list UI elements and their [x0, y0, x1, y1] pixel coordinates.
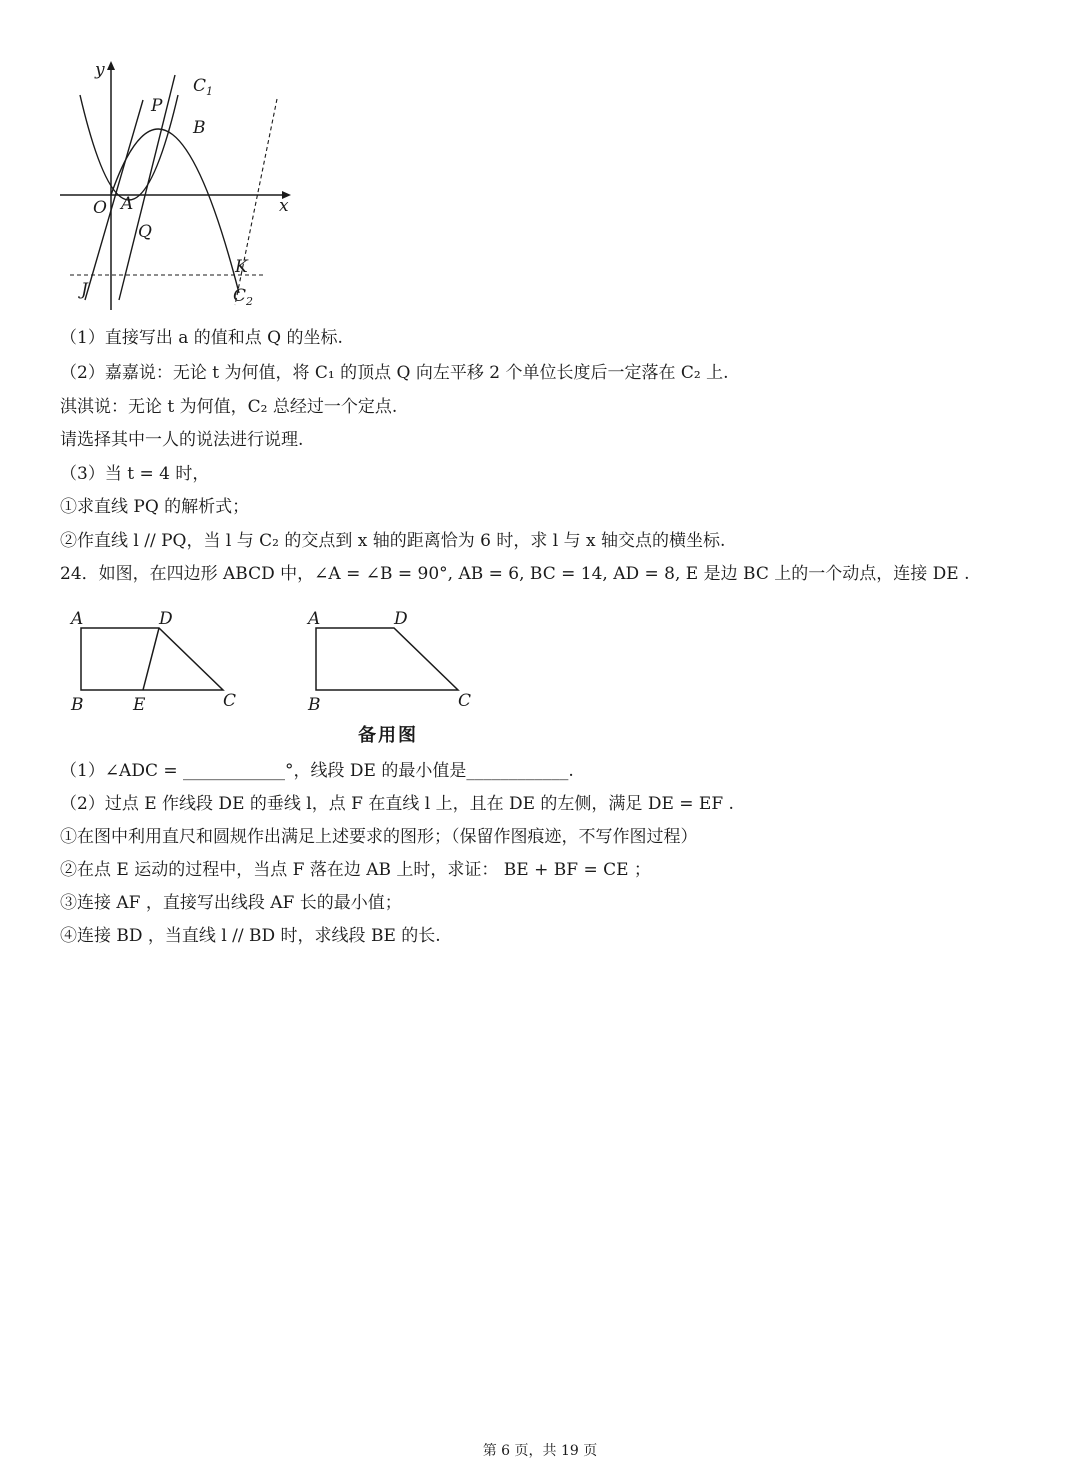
q24-part2-b: ②在点 E 运动的过程中，当点 F 落在边 AB 上时，求证： BE + BF = CE ； — [60, 860, 651, 880]
label-c1-letter: C — [193, 76, 207, 96]
label-j: J — [81, 280, 88, 300]
segment-de — [143, 628, 159, 690]
label-a: A — [121, 194, 134, 214]
y-axis-arrow-icon — [107, 61, 115, 70]
label-k: K — [235, 257, 248, 277]
label-q: Q — [138, 222, 152, 242]
q23-part3-a: ①求直线 PQ 的解析式； — [60, 497, 250, 517]
label-y: y — [95, 60, 105, 80]
label-c2-letter: C — [233, 286, 247, 306]
page-footer: 第 6 页，共 19 页 — [482, 1443, 598, 1459]
quad-figure-2 — [300, 600, 490, 720]
q24-part2-a: ①在图中利用直尺和圆规作出满足上述要求的图形；（保留作图痕迹，不写作图过程） — [60, 827, 698, 847]
fig2-label-a: A — [308, 609, 321, 629]
fig2-label-d: D — [394, 609, 408, 629]
fig1-label-c: C — [223, 691, 237, 711]
parabola-figure-svg — [55, 55, 315, 315]
q23-part2: （2）嘉嘉说：无论 t 为何值，将 C₁ 的顶点 Q 向左平移 2 个单位长度后一定落在 C₂ 上. — [60, 363, 729, 383]
label-x: x — [279, 196, 289, 216]
quad-figure-1 — [65, 600, 255, 720]
parabola-figure — [55, 55, 315, 315]
figure-2-caption: 备用图 — [358, 725, 418, 746]
q24-stem: 24．如图，在四边形 ABCD 中，∠A = ∠B = 90°, AB = 6, BC = 14, AD = 8, E 是边 BC 上的一个动点，连接 DE . — [60, 564, 970, 584]
fig1-label-b: B — [71, 695, 84, 715]
fig1-label-e: E — [133, 695, 146, 715]
quad-figure-2-svg — [300, 600, 490, 720]
line-c1 — [119, 75, 175, 300]
q24-part1: （1）∠ADC = ____________°，线段 DE 的最小值是____________. — [60, 761, 574, 781]
quad-figure-1-svg — [65, 600, 255, 720]
label-b: B — [193, 118, 206, 138]
fig2-label-b: B — [308, 695, 321, 715]
label-c2 — [233, 286, 253, 308]
q24-part2-c: ③连接 AF ，直接写出线段 AF 长的最小值； — [60, 893, 402, 913]
label-c2-sub: 2 — [246, 295, 254, 308]
label-o: O — [93, 198, 107, 218]
fig2-label-c: C — [458, 691, 472, 711]
q24-part2: （2）过点 E 作线段 DE 的垂线 l，点 F 在直线 l 上，且在 DE 的左侧，满足 DE = EF . — [60, 794, 734, 814]
q24-part2-d: ④连接 BD ，当直线 l // BD 时，求线段 BE 的长. — [60, 926, 441, 946]
label-c1 — [193, 76, 213, 98]
quad-abcd-1 — [81, 628, 223, 690]
label-p: P — [151, 96, 163, 116]
q23-part3-b: ②作直线 l // PQ，当 l 与 C₂ 的交点到 x 轴的距离恰为 6 时，求 l 与 x 轴交点的横坐标. — [60, 531, 726, 551]
q23-part1: （1）直接写出 a 的值和点 Q 的坐标. — [60, 328, 343, 348]
fig1-label-a: A — [71, 609, 84, 629]
quad-abcd-2 — [316, 628, 458, 690]
q23-part2-qiqi: 淇淇说：无论 t 为何值，C₂ 总经过一个定点. — [60, 397, 398, 417]
q23-part3: （3）当 t = 4 时， — [60, 464, 210, 484]
label-c1-sub: 1 — [206, 85, 214, 98]
q23-part2-choose: 请选择其中一人的说法进行说理. — [60, 430, 304, 450]
fig1-label-d: D — [159, 609, 173, 629]
